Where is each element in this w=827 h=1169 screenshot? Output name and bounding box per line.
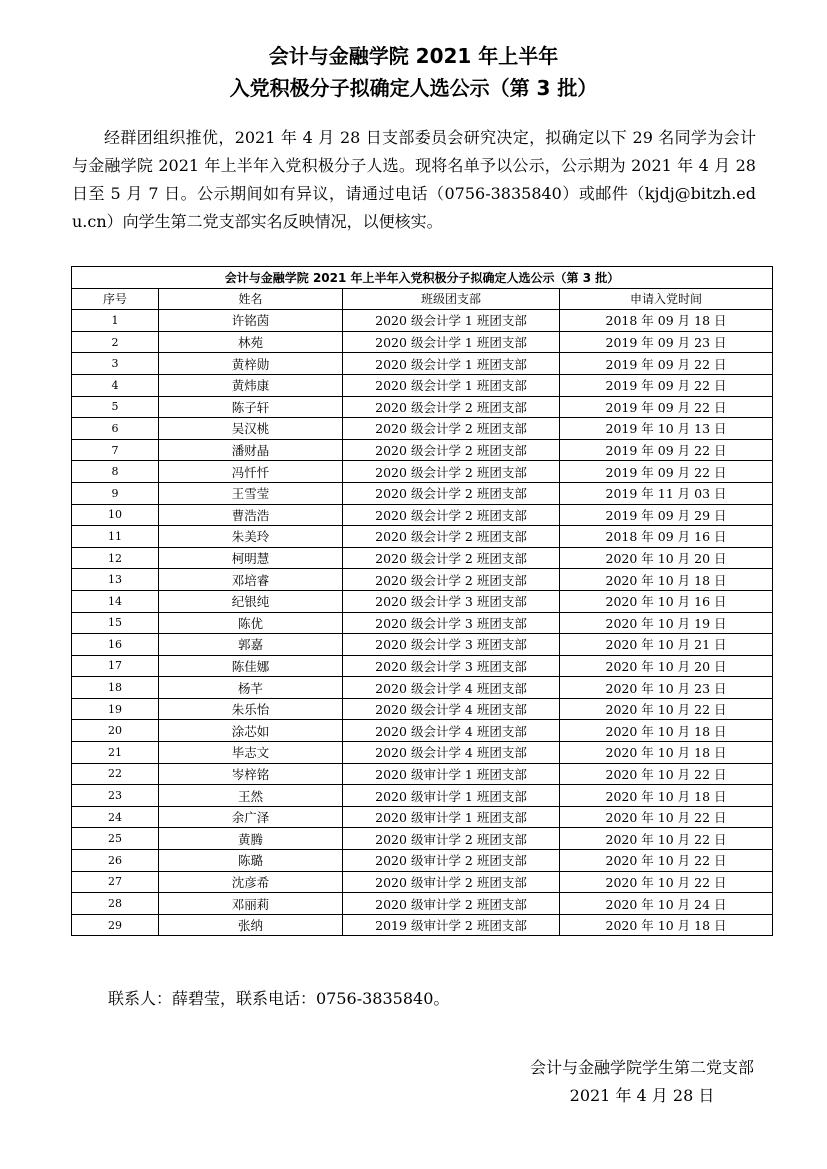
cell-class-branch: 2020 级审计学 2 班团支部 <box>343 893 560 915</box>
cell-serial: 22 <box>72 763 159 785</box>
cell-name: 涂芯如 <box>159 720 343 742</box>
header-apply-date: 申请入党时间 <box>560 288 773 310</box>
cell-name: 陈佳娜 <box>159 655 343 677</box>
cell-apply-date: 2019 年 09 月 23 日 <box>560 331 773 353</box>
cell-name: 林苑 <box>159 331 343 353</box>
cell-apply-date: 2020 年 10 月 23 日 <box>560 677 773 699</box>
cell-name: 黄腾 <box>159 828 343 850</box>
cell-class-branch: 2020 级会计学 3 班团支部 <box>343 590 560 612</box>
cell-name: 纪银纯 <box>159 590 343 612</box>
cell-name: 潘财晶 <box>159 439 343 461</box>
cell-apply-date: 2020 年 10 月 18 日 <box>560 914 773 936</box>
cell-apply-date: 2020 年 10 月 22 日 <box>560 871 773 893</box>
cell-serial: 9 <box>72 482 159 504</box>
cell-serial: 25 <box>72 828 159 850</box>
cell-serial: 18 <box>72 677 159 699</box>
cell-class-branch: 2020 级会计学 2 班团支部 <box>343 547 560 569</box>
cell-name: 陈璐 <box>159 850 343 872</box>
title-line-1: 会计与金融学院 2021 年上半年 <box>268 44 559 68</box>
cell-class-branch: 2020 级会计学 4 班团支部 <box>343 698 560 720</box>
cell-class-branch: 2020 级会计学 1 班团支部 <box>343 310 560 332</box>
cell-name: 黄炜康 <box>159 374 343 396</box>
cell-serial: 13 <box>72 569 159 591</box>
table-row <box>72 871 773 893</box>
cell-name: 陈子轩 <box>159 396 343 418</box>
cell-name: 郭嘉 <box>159 634 343 656</box>
table-row <box>72 655 773 677</box>
cell-name: 吴汉桃 <box>159 418 343 440</box>
table-caption: 会计与金融学院 2021 年上半年入党积极分子拟确定人选公示（第 3 批） <box>72 267 773 289</box>
cell-class-branch: 2020 级审计学 2 班团支部 <box>343 871 560 893</box>
cell-serial: 3 <box>72 353 159 375</box>
table-row <box>72 677 773 699</box>
cell-name: 邓丽莉 <box>159 893 343 915</box>
cell-apply-date: 2020 年 10 月 22 日 <box>560 850 773 872</box>
table-row <box>72 418 773 440</box>
cell-serial: 8 <box>72 461 159 483</box>
cell-apply-date: 2020 年 10 月 22 日 <box>560 806 773 828</box>
cell-class-branch: 2020 级会计学 4 班团支部 <box>343 677 560 699</box>
cell-serial: 27 <box>72 871 159 893</box>
cell-class-branch: 2020 级审计学 1 班团支部 <box>343 806 560 828</box>
cell-apply-date: 2019 年 09 月 22 日 <box>560 374 773 396</box>
table-row <box>72 461 773 483</box>
cell-class-branch: 2020 级会计学 4 班团支部 <box>343 742 560 764</box>
cell-apply-date: 2020 年 10 月 18 日 <box>560 785 773 807</box>
cell-name: 杨芊 <box>159 677 343 699</box>
table-row <box>72 850 773 872</box>
table-row <box>72 763 773 785</box>
cell-class-branch: 2020 级会计学 2 班团支部 <box>343 569 560 591</box>
cell-class-branch: 2020 级会计学 4 班团支部 <box>343 720 560 742</box>
cell-apply-date: 2020 年 10 月 22 日 <box>560 698 773 720</box>
cell-apply-date: 2020 年 10 月 24 日 <box>560 893 773 915</box>
cell-serial: 23 <box>72 785 159 807</box>
cell-serial: 7 <box>72 439 159 461</box>
table-row <box>72 353 773 375</box>
cell-name: 王雪莹 <box>159 482 343 504</box>
cell-class-branch: 2020 级会计学 2 班团支部 <box>343 526 560 548</box>
table-row <box>72 785 773 807</box>
cell-name: 岑梓铭 <box>159 763 343 785</box>
table-row <box>72 374 773 396</box>
cell-serial: 19 <box>72 698 159 720</box>
cell-name: 余广泽 <box>159 806 343 828</box>
cell-class-branch: 2020 级会计学 2 班团支部 <box>343 504 560 526</box>
cell-apply-date: 2019 年 11 月 03 日 <box>560 482 773 504</box>
cell-serial: 12 <box>72 547 159 569</box>
cell-name: 朱美玲 <box>159 526 343 548</box>
cell-apply-date: 2020 年 10 月 22 日 <box>560 763 773 785</box>
table-row <box>72 698 773 720</box>
table-row <box>72 720 773 742</box>
cell-name: 曹浩浩 <box>159 504 343 526</box>
table-row <box>72 310 773 332</box>
cell-class-branch: 2020 级会计学 3 班团支部 <box>343 612 560 634</box>
cell-apply-date: 2020 年 10 月 19 日 <box>560 612 773 634</box>
cell-serial: 1 <box>72 310 159 332</box>
cell-apply-date: 2018 年 09 月 16 日 <box>560 526 773 548</box>
cell-apply-date: 2019 年 10 月 13 日 <box>560 418 773 440</box>
cell-apply-date: 2020 年 10 月 16 日 <box>560 590 773 612</box>
cell-class-branch: 2020 级会计学 1 班团支部 <box>343 353 560 375</box>
cell-serial: 28 <box>72 893 159 915</box>
cell-name: 许铭茵 <box>159 310 343 332</box>
table-row <box>72 828 773 850</box>
signature-org: 会计与金融学院学生第二党支部 <box>529 1058 754 1077</box>
cell-apply-date: 2018 年 09 月 18 日 <box>560 310 773 332</box>
cell-serial: 4 <box>72 374 159 396</box>
table-row <box>72 396 773 418</box>
cell-serial: 11 <box>72 526 159 548</box>
cell-apply-date: 2019 年 09 月 22 日 <box>560 439 773 461</box>
cell-class-branch: 2020 级会计学 2 班团支部 <box>343 482 560 504</box>
cell-class-branch: 2020 级会计学 3 班团支部 <box>343 634 560 656</box>
table-row <box>72 482 773 504</box>
cell-name: 黄梓勋 <box>159 353 343 375</box>
title-line-2: 入党积极分子拟确定人选公示（第 3 批） <box>229 76 598 100</box>
cell-serial: 20 <box>72 720 159 742</box>
cell-serial: 24 <box>72 806 159 828</box>
cell-apply-date: 2019 年 09 月 22 日 <box>560 396 773 418</box>
cell-serial: 5 <box>72 396 159 418</box>
table-row <box>72 806 773 828</box>
cell-class-branch: 2020 级会计学 1 班团支部 <box>343 374 560 396</box>
cell-serial: 10 <box>72 504 159 526</box>
signature-block <box>530 1054 754 1110</box>
cell-name: 柯明慧 <box>159 547 343 569</box>
table-row <box>72 569 773 591</box>
table-row <box>72 547 773 569</box>
cell-serial: 26 <box>72 850 159 872</box>
cell-class-branch: 2020 级会计学 2 班团支部 <box>343 396 560 418</box>
cell-class-branch: 2020 级审计学 2 班团支部 <box>343 850 560 872</box>
cell-apply-date: 2020 年 10 月 18 日 <box>560 720 773 742</box>
table-row <box>72 331 773 353</box>
cell-serial: 15 <box>72 612 159 634</box>
cell-serial: 2 <box>72 331 159 353</box>
table-row <box>72 439 773 461</box>
table-row <box>72 612 773 634</box>
cell-apply-date: 2019 年 09 月 22 日 <box>560 461 773 483</box>
table-row <box>72 590 773 612</box>
candidates-table <box>71 266 773 936</box>
cell-name: 毕志文 <box>159 742 343 764</box>
cell-apply-date: 2019 年 09 月 22 日 <box>560 353 773 375</box>
contact-info: 联系人：薛碧莹，联系电话：0756-3835840。 <box>108 989 450 1008</box>
cell-class-branch: 2020 级会计学 3 班团支部 <box>343 655 560 677</box>
cell-class-branch: 2020 级会计学 2 班团支部 <box>343 439 560 461</box>
table-row <box>72 742 773 764</box>
cell-serial: 29 <box>72 914 159 936</box>
cell-apply-date: 2020 年 10 月 20 日 <box>560 655 773 677</box>
table-row <box>72 914 773 936</box>
cell-apply-date: 2019 年 09 月 29 日 <box>560 504 773 526</box>
cell-name: 张纳 <box>159 914 343 936</box>
cell-class-branch: 2020 级会计学 1 班团支部 <box>343 331 560 353</box>
cell-serial: 6 <box>72 418 159 440</box>
header-class-branch: 班级团支部 <box>343 288 560 310</box>
cell-serial: 21 <box>72 742 159 764</box>
cell-apply-date: 2020 年 10 月 22 日 <box>560 828 773 850</box>
cell-class-branch: 2020 级审计学 1 班团支部 <box>343 763 560 785</box>
cell-class-branch: 2019 级审计学 2 班团支部 <box>343 914 560 936</box>
table-row <box>72 504 773 526</box>
intro-paragraph: 经群团组织推优，2021 年 4 月 28 日支部委员会研究决定，拟确定以下 29 名同学为会计与金融学院 2021 年上半年入党积极分子人选。现将名单予以公示，公示期为 2021 年 4 月 28 日至 5 月 7 日。公示期间如有异议，请通过电话（0756-3835840）或邮件（kjdj@bitzh.edu.cn）向学生第二党支部实名反映情况，以便核实。 <box>72 128 756 231</box>
cell-name: 王然 <box>159 785 343 807</box>
cell-name: 陈优 <box>159 612 343 634</box>
cell-name: 沈彦希 <box>159 871 343 893</box>
cell-name: 冯忏忏 <box>159 461 343 483</box>
table-row <box>72 634 773 656</box>
cell-class-branch: 2020 级会计学 2 班团支部 <box>343 418 560 440</box>
cell-class-branch: 2020 级审计学 1 班团支部 <box>343 785 560 807</box>
cell-name: 邓培睿 <box>159 569 343 591</box>
cell-serial: 17 <box>72 655 159 677</box>
cell-class-branch: 2020 级审计学 2 班团支部 <box>343 828 560 850</box>
header-name: 姓名 <box>159 288 343 310</box>
cell-name: 朱乐怡 <box>159 698 343 720</box>
cell-class-branch: 2020 级会计学 2 班团支部 <box>343 461 560 483</box>
cell-apply-date: 2020 年 10 月 18 日 <box>560 742 773 764</box>
signature-date: 2021 年 4 月 28 日 <box>569 1086 715 1105</box>
cell-apply-date: 2020 年 10 月 21 日 <box>560 634 773 656</box>
table-row <box>72 526 773 548</box>
table-body <box>72 310 773 936</box>
cell-apply-date: 2020 年 10 月 18 日 <box>560 569 773 591</box>
header-serial: 序号 <box>72 288 159 310</box>
cell-apply-date: 2020 年 10 月 20 日 <box>560 547 773 569</box>
cell-serial: 16 <box>72 634 159 656</box>
cell-serial: 14 <box>72 590 159 612</box>
table-row <box>72 893 773 915</box>
